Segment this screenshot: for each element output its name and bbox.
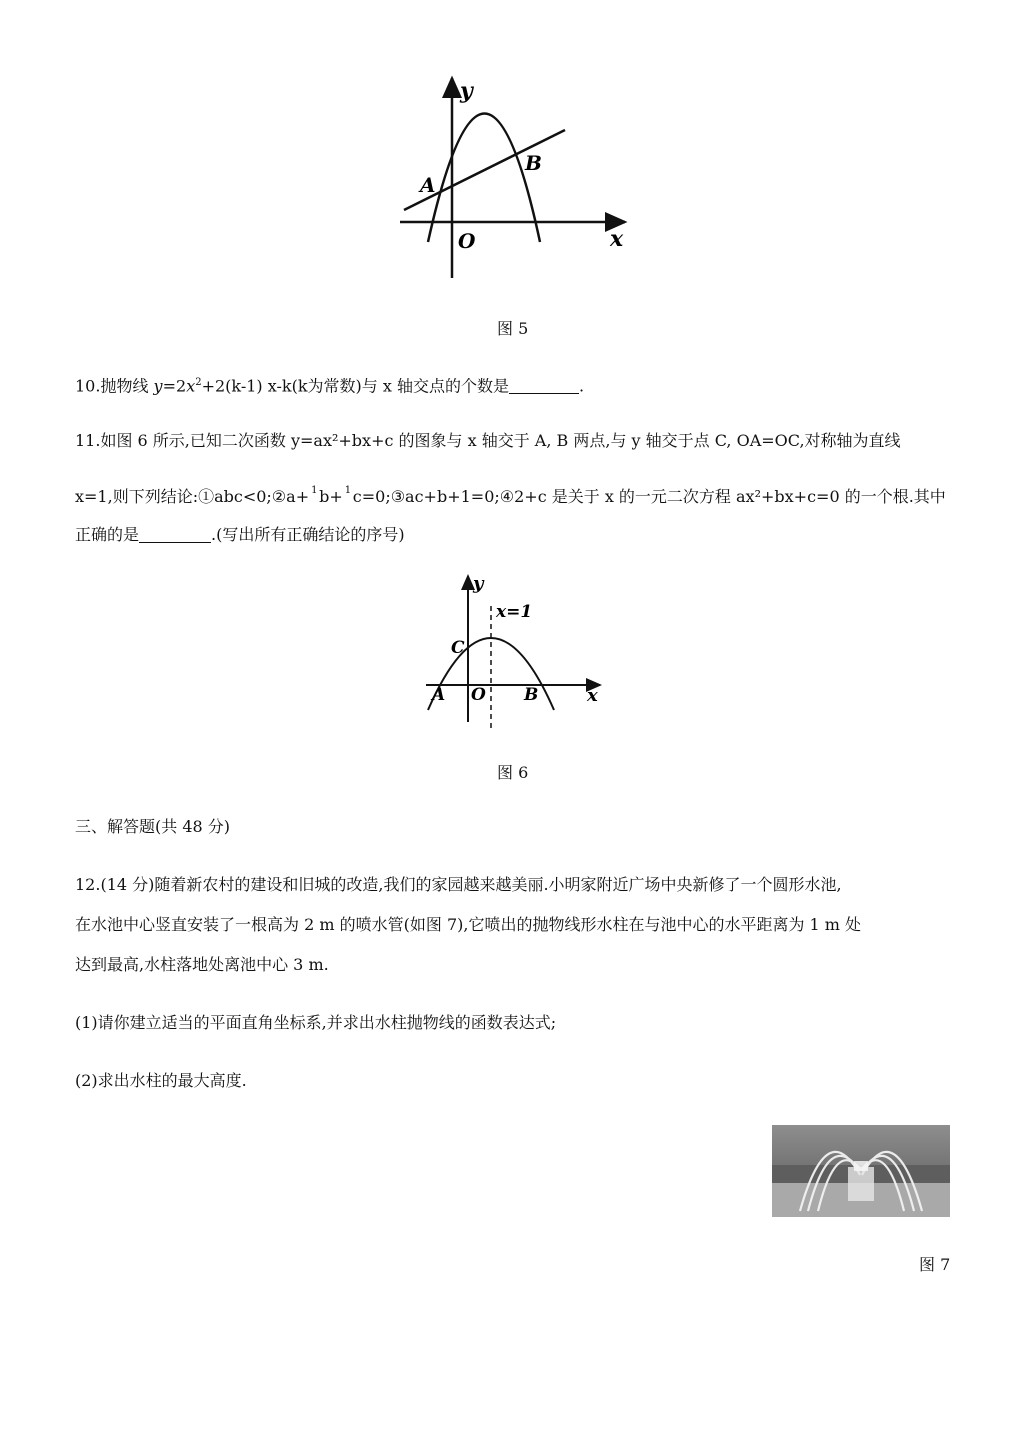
q11-line-1: 11.如图 6 所示,已知二次函数 y=ax²+bx+c 的图象与 x 轴交于 A, B 两点,与 y 轴交于点 C, OA=OC,对称轴为直线 [75,431,901,450]
question-10 [75,372,584,397]
fig6-label-c: C [451,638,465,658]
q11-line-2: x=1,则下列结论:①abc<0;②a+ 1 b+ 1 c=0;③ac+b+1=0;④2+c 是关于 x 的一元二次方程 ax²+bx+c=0 的一个根.其中 [75,485,946,506]
q11-line2-a: x=1,则下列结论:①abc<0;②a+ [75,487,310,506]
q12-line-3: 达到最高,水柱落地处离池中心 3 m. [75,955,329,974]
fig6-label-a: A [432,685,446,705]
q11-line2-c: c=0;③ac+b+1=0;④2+c 是关于 x 的一元二次方程 ax²+bx+c=0 的一个根.其中 [352,487,946,506]
q11-line3-pre: 正确的是 [75,525,140,544]
fig5-label-o: O [458,229,476,253]
q10-answer-blank[interactable] [509,377,579,394]
q11-line-3 [75,524,405,546]
q11-answer-blank[interactable] [139,526,211,543]
figure-5-graph [390,70,640,285]
q11-line2-b: b+ [319,487,343,506]
figure-7-fountain-image [772,1125,950,1217]
q10-y: y [153,376,163,396]
q12-sub-2: (2)求出水柱的最大高度. [75,1071,247,1090]
q10-pre: 抛物线 [100,376,154,396]
fig6-label-o: O [471,685,486,705]
figure-6-graph [420,570,610,740]
q10-rest: +2(k-1) x-k(k为常数)与 x 轴交点的个数是 [201,376,509,396]
fig6-label-y: y [473,573,484,594]
fig6-label-x: x [587,685,598,706]
section-3-heading: 三、解答题(共 48 分) [75,817,231,836]
q12-line-2: 在水池中心竖直安装了一根高为 2 m 的喷水管(如图 7),它喷出的抛物线形水柱在与池中心的水平距离为 1 m 处 [75,915,862,934]
fig5-label-b: B [525,151,542,175]
q11-line3-post: .(写出所有正确结论的序号) [211,525,405,544]
fig6-label-b: B [524,685,539,705]
figure-5-caption: 图 5 [497,319,529,338]
q10-number: 10. [75,376,101,396]
fig5-label-x: x [610,226,624,252]
fig5-label-y: y [460,78,473,104]
fig5-label-a: A [420,173,436,197]
q10-end: . [578,376,585,396]
q12-sub-1: (1)请你建立适当的平面直角坐标系,并求出水柱抛物线的函数表达式; [75,1013,557,1032]
q12-line-1: 12.(14 分)随着新农村的建设和旧城的改造,我们的家园越来越美丽.小明家附近广场中央新修了一个圆形水池, [75,875,842,894]
figure-7-caption: 图 7 [919,1255,951,1274]
fig6-label-axis: x=1 [496,602,533,622]
q10-x: x [186,376,196,396]
q10-exp: 2 [195,377,202,388]
figure-6-caption: 图 6 [497,763,529,782]
q10-eq: =2 [162,376,187,396]
